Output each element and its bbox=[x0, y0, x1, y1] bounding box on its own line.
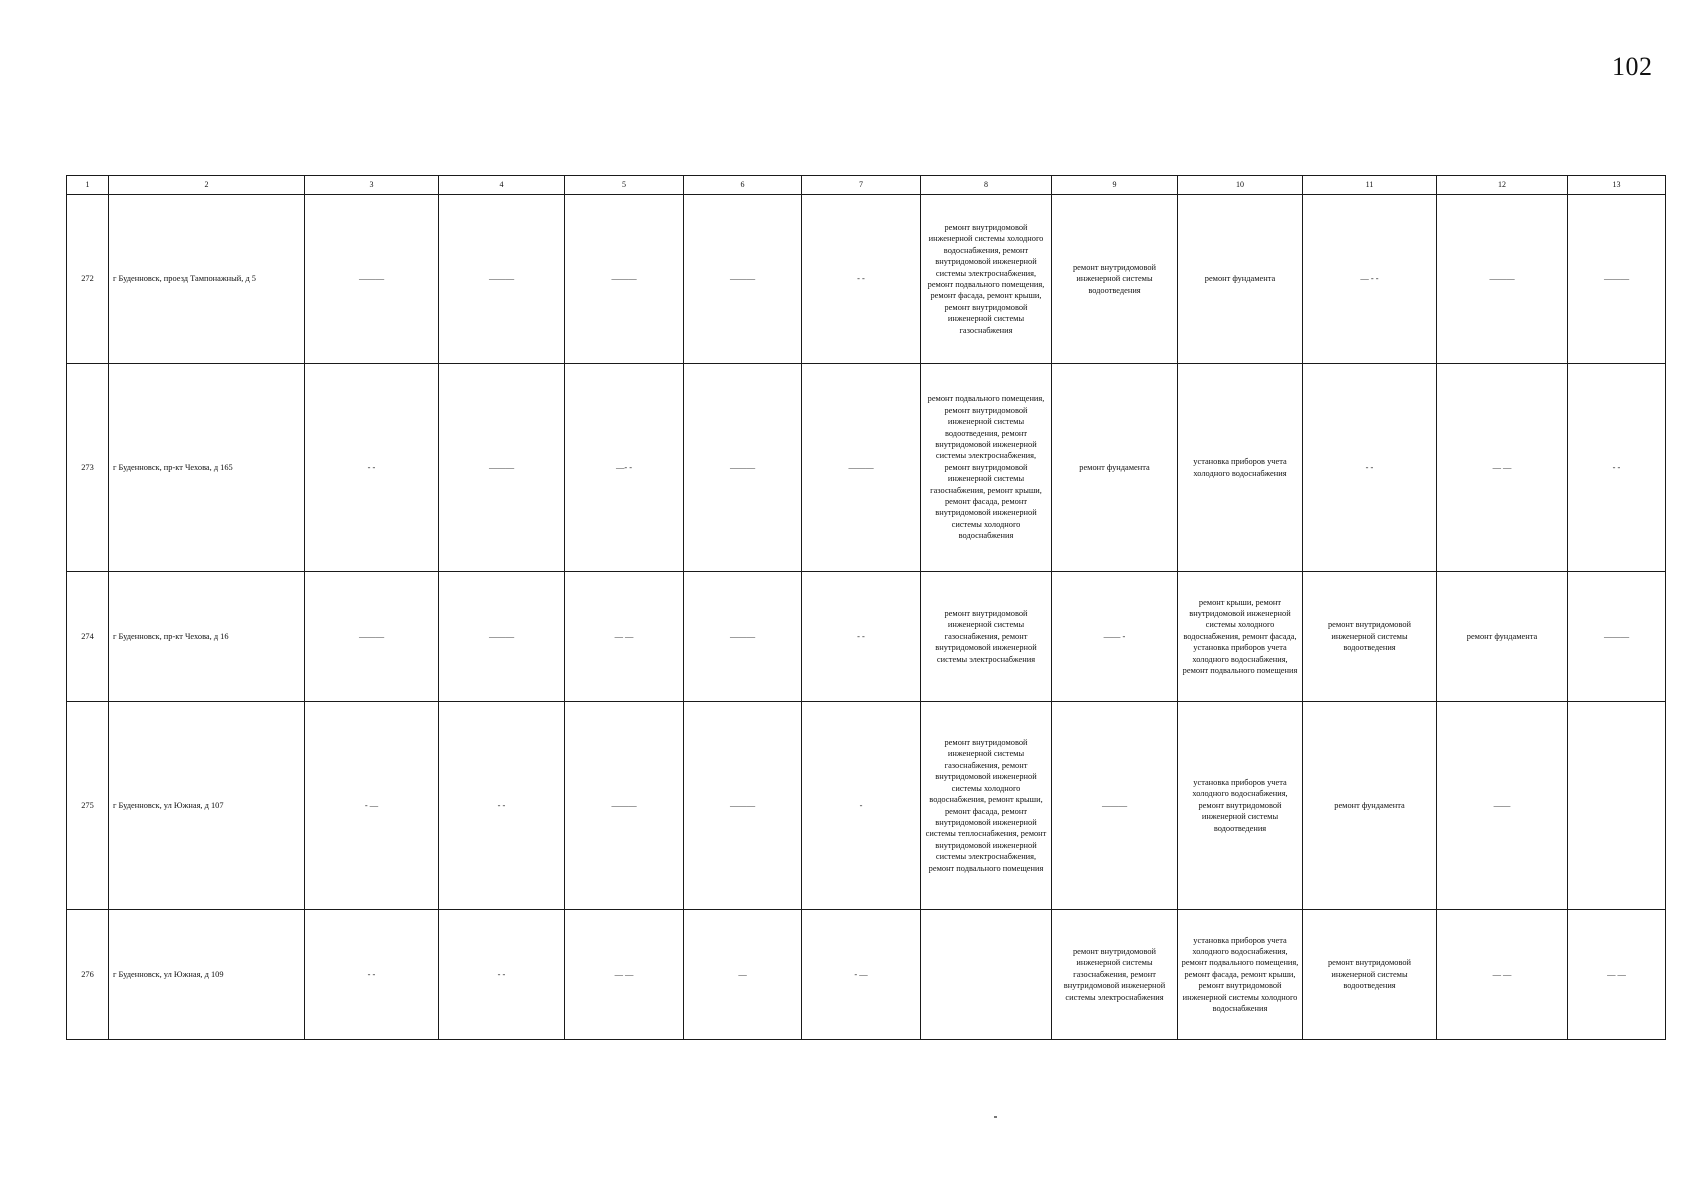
dash-cell: — — bbox=[1437, 364, 1568, 572]
column-number: 3 bbox=[305, 176, 439, 195]
works-cell: ремонт фундамента bbox=[1437, 572, 1568, 702]
column-number: 13 bbox=[1568, 176, 1666, 195]
column-number: 11 bbox=[1303, 176, 1437, 195]
dash-cell: - — bbox=[802, 910, 921, 1040]
row-number: 274 bbox=[67, 572, 109, 702]
dash-cell: ——— bbox=[565, 702, 684, 910]
works-cell: ремонт фундамента bbox=[1178, 195, 1303, 364]
column-number: 2 bbox=[109, 176, 305, 195]
dash-cell: — — bbox=[565, 910, 684, 1040]
works-cell: установка приборов учета холодного водоснабжения, ремонт подвального помещения, ремонт фасада, ремонт крыши, ремонт внутридомовой инженерной системы холодного водоснабжения bbox=[1178, 910, 1303, 1040]
table-row bbox=[67, 702, 1666, 910]
empty-cell bbox=[1568, 702, 1666, 910]
column-number: 9 bbox=[1052, 176, 1178, 195]
address-cell: г Буденновск, пр-кт Чехова, д 16 bbox=[109, 572, 305, 702]
dash-cell: - — bbox=[305, 702, 439, 910]
dash-cell: ——— bbox=[565, 195, 684, 364]
works-cell: ремонт внутридомовой инженерной системы газоснабжения, ремонт внутридомовой инженерной системы электроснабжения bbox=[1052, 910, 1178, 1040]
dash-cell: —— - bbox=[1052, 572, 1178, 702]
address-cell: г Буденновск, пр-кт Чехова, д 165 bbox=[109, 364, 305, 572]
works-cell: ремонт внутридомовой инженерной системы водоотведения bbox=[1303, 910, 1437, 1040]
dash-cell: - - bbox=[1568, 364, 1666, 572]
dash-cell: - - bbox=[305, 364, 439, 572]
page-number: 102 bbox=[1612, 52, 1653, 81]
dash-cell: — — bbox=[1568, 910, 1666, 1040]
dash-cell: —— bbox=[1437, 702, 1568, 910]
dash-cell: — — bbox=[565, 572, 684, 702]
works-cell: ремонт крыши, ремонт внутридомовой инженерной системы холодного водоснабжения, ремонт фасада, установка приборов учета холодного водоснабжения, ремонт подвального помещения bbox=[1178, 572, 1303, 702]
address-cell: г Буденновск, проезд Тампонажный, д 5 bbox=[109, 195, 305, 364]
works-cell: ремонт внутридомовой инженерной системы газоснабжения, ремонт внутридомовой инженерной системы электроснабжения bbox=[921, 572, 1052, 702]
row-number: 273 bbox=[67, 364, 109, 572]
dash-cell: ——— bbox=[684, 195, 802, 364]
dash-cell: — bbox=[684, 910, 802, 1040]
works-register-table bbox=[66, 175, 1666, 1040]
column-number: 4 bbox=[439, 176, 565, 195]
dash-cell: - - bbox=[305, 910, 439, 1040]
dash-cell: ——— bbox=[439, 364, 565, 572]
dash-cell: ——— bbox=[802, 364, 921, 572]
row-number: 272 bbox=[67, 195, 109, 364]
dash-cell: - - bbox=[439, 910, 565, 1040]
dash-cell: ——— bbox=[305, 195, 439, 364]
column-number: 10 bbox=[1178, 176, 1303, 195]
dash-cell: ——— bbox=[684, 702, 802, 910]
table-row bbox=[67, 572, 1666, 702]
works-cell: установка приборов учета холодного водоснабжения bbox=[1178, 364, 1303, 572]
row-number: 275 bbox=[67, 702, 109, 910]
dash-cell: ——— bbox=[1568, 572, 1666, 702]
works-cell: ремонт фундамента bbox=[1052, 364, 1178, 572]
dash-cell: — — bbox=[1437, 910, 1568, 1040]
works-cell: ремонт подвального помещения, ремонт внутридомовой инженерной системы водоотведения, ремонт внутридомовой инженерной системы электроснабжения, ремонт внутридомовой инженерной системы газоснабжения, ремонт крыши, ремонт фасада, ремонт внутридомовой инженерной системы холодного водоснабжения bbox=[921, 364, 1052, 572]
column-number: 5 bbox=[565, 176, 684, 195]
table-row bbox=[67, 364, 1666, 572]
dash-cell: — - - bbox=[1303, 195, 1437, 364]
address-cell: г Буденновск, ул Южная, д 109 bbox=[109, 910, 305, 1040]
dash-cell: ——— bbox=[684, 364, 802, 572]
scan-speck bbox=[994, 1116, 997, 1118]
dash-cell: ——— bbox=[1568, 195, 1666, 364]
column-number: 7 bbox=[802, 176, 921, 195]
dash-cell: ——— bbox=[305, 572, 439, 702]
works-cell: ремонт фундамента bbox=[1303, 702, 1437, 910]
dash-cell: —- - bbox=[565, 364, 684, 572]
dash-cell: ——— bbox=[684, 572, 802, 702]
address-cell: г Буденновск, ул Южная, д 107 bbox=[109, 702, 305, 910]
works-cell: ремонт внутридомовой инженерной системы водоотведения bbox=[1303, 572, 1437, 702]
column-number: 1 bbox=[67, 176, 109, 195]
dash-cell: - - bbox=[439, 702, 565, 910]
dash-cell: ——— bbox=[1052, 702, 1178, 910]
works-cell: ремонт внутридомовой инженерной системы газоснабжения, ремонт внутридомовой инженерной системы холодного водоснабжения, ремонт крыши, ремонт фасада, ремонт внутридомовой инженерной системы теплоснабжения, ремонт внутридомовой инженерной системы электроснабжения, ремонт подвального помещения bbox=[921, 702, 1052, 910]
column-number: 6 bbox=[684, 176, 802, 195]
dash-cell: ——— bbox=[439, 195, 565, 364]
column-number: 12 bbox=[1437, 176, 1568, 195]
dash-cell: - bbox=[802, 702, 921, 910]
row-number: 276 bbox=[67, 910, 109, 1040]
empty-cell bbox=[921, 910, 1052, 1040]
works-cell: ремонт внутридомовой инженерной системы водоотведения bbox=[1052, 195, 1178, 364]
works-cell: ремонт внутридомовой инженерной системы холодного водоснабжения, ремонт внутридомовой инженерной системы электроснабжения, ремонт подвального помещения, ремонт фасада, ремонт крыши, ремонт внутридомовой инженерной системы газоснабжения bbox=[921, 195, 1052, 364]
table-row bbox=[67, 195, 1666, 364]
dash-cell: - - bbox=[802, 195, 921, 364]
works-cell: установка приборов учета холодного водоснабжения, ремонт внутридомовой инженерной системы водоотведения bbox=[1178, 702, 1303, 910]
column-number: 8 bbox=[921, 176, 1052, 195]
dash-cell: ——— bbox=[439, 572, 565, 702]
dash-cell: - - bbox=[1303, 364, 1437, 572]
table-row bbox=[67, 910, 1666, 1040]
dash-cell: ——— bbox=[1437, 195, 1568, 364]
dash-cell: - - bbox=[802, 572, 921, 702]
column-number-row bbox=[67, 176, 1666, 195]
